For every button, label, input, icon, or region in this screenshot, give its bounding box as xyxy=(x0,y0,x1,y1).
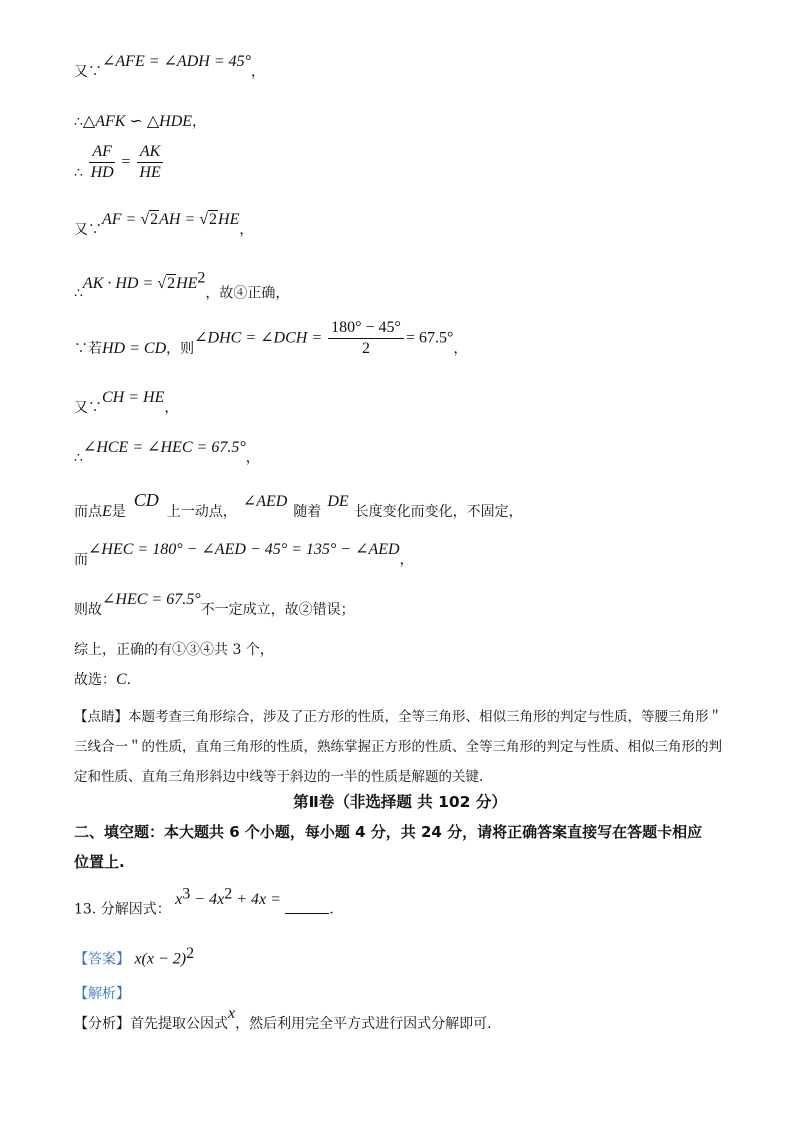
text: 不一定成立，故②错误； xyxy=(200,602,355,618)
text: 首先提取公因式 xyxy=(130,1016,228,1032)
text: ， xyxy=(245,450,260,466)
key-point-text: 本题考查三角形综合，涉及了正方形的性质，全等三角形、相似三角形的判定与性质，等腰三角形＂三线合一＂的性质，直角三角形的性质，熟练掌握正方形的性质、全等三角形的判定与性质、相似三角形的判定和性质、直角三角形斜边中线等于斜边的一半的性质是解题的关键. xyxy=(74,709,722,785)
summary-line: 综上，正确的有①③④共 3 个， xyxy=(74,642,274,658)
formula: AF = xyxy=(102,211,141,228)
step-line-5 xyxy=(74,269,290,304)
formula: E xyxy=(102,503,112,520)
text: ， xyxy=(399,552,414,568)
formula: AK · HD = xyxy=(82,274,158,292)
formula: x xyxy=(175,890,183,908)
answer-formula: x(x − 2) xyxy=(134,950,187,968)
step-line-10 xyxy=(74,541,414,570)
exponent: 3 xyxy=(182,885,191,902)
sqrt-icon: √ xyxy=(157,274,167,292)
formula: HE xyxy=(218,211,240,228)
text: 而点 xyxy=(74,504,102,520)
text: . xyxy=(329,901,334,918)
text: ∴ xyxy=(74,285,83,302)
answer-line xyxy=(74,944,194,970)
answer-choice: C xyxy=(116,671,127,688)
text: ，故④正确， xyxy=(205,285,290,302)
text: 故选： xyxy=(74,672,116,688)
text: ∴ xyxy=(74,114,83,130)
text: 长度变化而变化，不固定， xyxy=(354,504,523,520)
text: ∴ xyxy=(74,450,83,466)
text: 而 xyxy=(74,552,88,568)
question-label: 分解因式： xyxy=(100,901,171,918)
step-line-4 xyxy=(74,211,254,240)
numerator: AK xyxy=(137,142,163,163)
formula: ∠AED xyxy=(242,493,288,510)
step-line-11 xyxy=(74,591,355,620)
text: 又∵ xyxy=(74,222,102,238)
section-heading-line-2: 位置上. xyxy=(74,853,125,871)
text: ， xyxy=(239,222,254,238)
text: ， xyxy=(192,114,207,130)
question-number: 13. xyxy=(74,901,97,918)
key-point-tag: 【点睛】 xyxy=(74,709,128,725)
text: ， xyxy=(251,64,266,80)
formula: AH = xyxy=(159,211,200,228)
text: 又∵ xyxy=(74,64,102,80)
radicand: 2 xyxy=(209,211,218,228)
formula: DE xyxy=(327,493,349,510)
text: 则故 xyxy=(74,602,102,618)
step-line-3 xyxy=(74,142,165,183)
section-heading-line-1: 二、填空题：本大题共 6 个小题，每小题 4 分，共 24 分，请将正确答案直接写在答题卡相应 xyxy=(74,823,703,841)
text: ， xyxy=(164,400,179,416)
text: ∴ xyxy=(74,164,83,181)
equals-sign: = xyxy=(121,153,131,171)
answer-tag: 【答案】 xyxy=(74,951,130,968)
formula: ∠AFE = ∠ADH = 45° xyxy=(102,53,252,70)
analysis-line xyxy=(74,1005,492,1034)
text: . xyxy=(126,672,132,688)
step-line-8 xyxy=(74,439,260,468)
choice-line xyxy=(74,670,131,690)
formula: ∠DHC = ∠DCH = xyxy=(194,329,327,347)
formula: ∠HEC = 180° − ∠AED − 45° = 135° − ∠AED xyxy=(88,541,400,558)
text: 上一动点， xyxy=(166,504,237,520)
denominator: HD xyxy=(90,164,114,181)
text: 又∵ xyxy=(74,400,102,416)
formula: △AFK ∽ △HDE xyxy=(82,113,193,130)
text: ，则 xyxy=(166,340,195,357)
denominator: HE xyxy=(139,164,161,181)
denominator: 2 xyxy=(362,340,371,357)
exponent: 2 xyxy=(186,945,195,962)
key-point-paragraph xyxy=(74,702,724,792)
answer-blank xyxy=(285,901,329,914)
fraction-af-hd xyxy=(89,142,115,183)
formula: ∠HEC = 67.5° xyxy=(102,591,201,608)
fraction-ak-he xyxy=(137,142,163,183)
analysis-tag: 【解析】 xyxy=(74,986,130,1002)
text: ，然后利用完全平方式进行因式分解即可. xyxy=(235,1016,492,1032)
step-line-2 xyxy=(74,112,206,132)
radicand: 2 xyxy=(167,274,176,292)
numerator: 180° − 45° xyxy=(328,318,404,339)
section-title: 第Ⅱ卷（非选择题 共 102 分） xyxy=(293,793,507,811)
step-line-7 xyxy=(74,389,179,418)
step-line-9 xyxy=(74,490,523,522)
step-line-1 xyxy=(74,53,266,82)
formula: CD xyxy=(133,490,159,510)
radicand: 2 xyxy=(150,211,159,228)
text: ∵若 xyxy=(74,340,102,357)
formula: x xyxy=(228,1005,236,1022)
formula: CH = HE xyxy=(102,389,165,406)
formula: = 67.5° xyxy=(405,329,454,347)
analysis-label: 【分析】 xyxy=(74,1016,130,1032)
sqrt-icon: √ xyxy=(140,211,150,228)
step-line-6 xyxy=(74,318,467,359)
sqrt-icon: √ xyxy=(199,211,209,228)
exponent: 2 xyxy=(197,269,206,286)
text: 随着 xyxy=(293,504,322,520)
text: ， xyxy=(453,340,468,357)
question-13 xyxy=(74,885,334,920)
formula: ∠HCE = ∠HEC = 67.5° xyxy=(82,439,246,456)
formula: − 4x xyxy=(190,890,225,908)
formula: HE xyxy=(176,274,198,292)
fraction-angle xyxy=(328,318,404,359)
text: 是 xyxy=(111,504,126,520)
numerator: AF xyxy=(89,142,115,163)
formula: HD = CD xyxy=(102,339,167,357)
exponent: 2 xyxy=(224,885,233,902)
formula: + 4x = xyxy=(232,890,281,908)
